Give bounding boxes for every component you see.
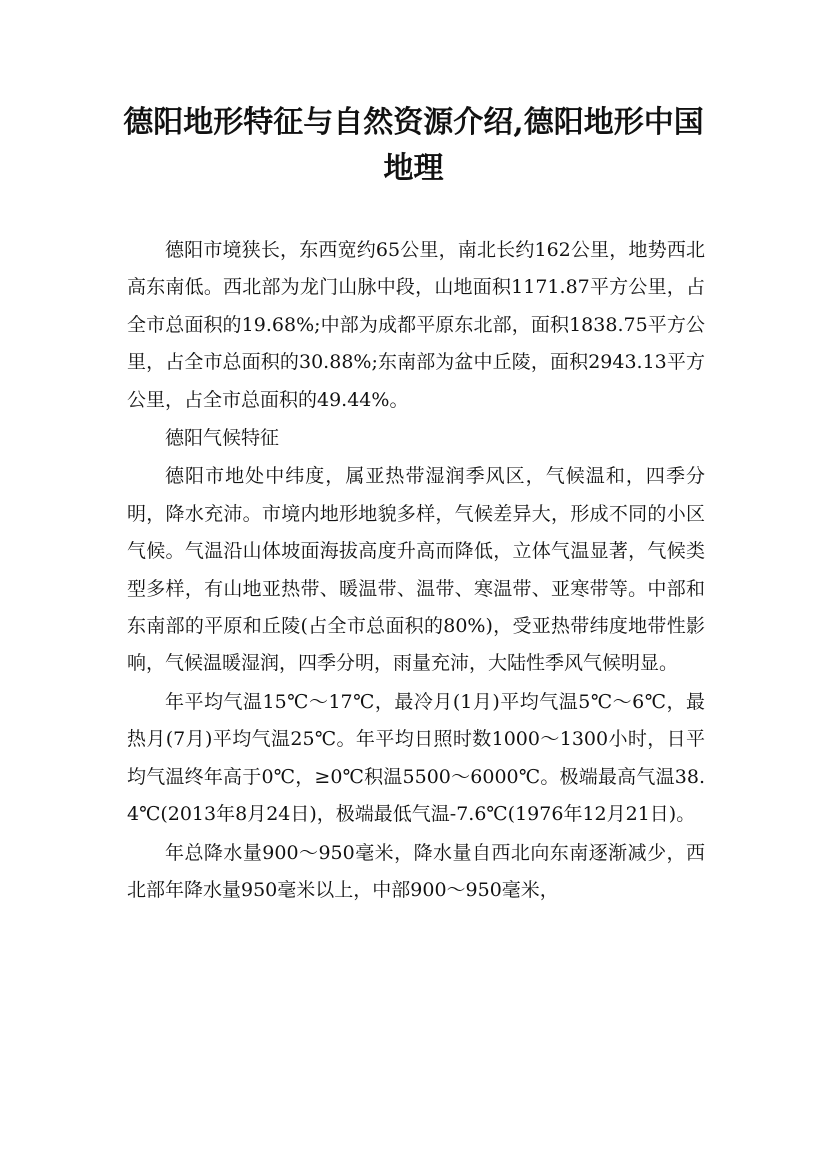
paragraph-climate-heading: 德阳气候特征: [165, 427, 280, 450]
paragraph-climate: 德阳市地处中纬度，属亚热带湿润季风区，气候温和，四季分明，降水充沛。市境内地形地貌多样，气候差异大，形成不同的小区气候。气温沿山体坡面海拔高度升高而降低，立体气温显著，气候类型多样，有山地亚热带、暖温带、温带、寒温带、亚寒带等。中部和东南部的平原和丘陵(占全市总面积的80%)，受亚热带纬度地带性影响，气候温暖湿润，四季分明，雨量充沛，大陆性季风气候明显。: [127, 465, 705, 675]
paragraph-terrain: 德阳市境狭长，东西宽约65公里，南北长约162公里，地势西北高东南低。西北部为龙门山脉中段，山地面积1171.87平方公里，占全市总面积的19.68%;中部为成都平原东北部，面积1838.75平方公里，占全市总面积的30.88%;东南部为盆中丘陵，面积2943.13平方公里，占全市总面积的49.44%。: [127, 239, 705, 411]
paragraph-temperature: 年平均气温15℃～17℃，最冷月(1月)平均气温5℃～6℃，最热月(7月)平均气温25℃。年平均日照时数1000～1300小时，日平均气温终年高于0℃，≥0℃积温5500～6000℃。极端最高气温38.4℃(2013年8月24日)，极端最低气温-7.6℃(1976年12月21日)。: [127, 690, 705, 826]
paragraph-precipitation: 年总降水量900～950毫米，降水量自西北向东南逐渐减少，西北部年降水量950毫米以上，中部900～950毫米，: [127, 841, 705, 901]
document-body: [127, 232, 705, 909]
document-title: 德阳地形特征与自然资源介绍,德阳地形中国地理: [123, 105, 704, 186]
